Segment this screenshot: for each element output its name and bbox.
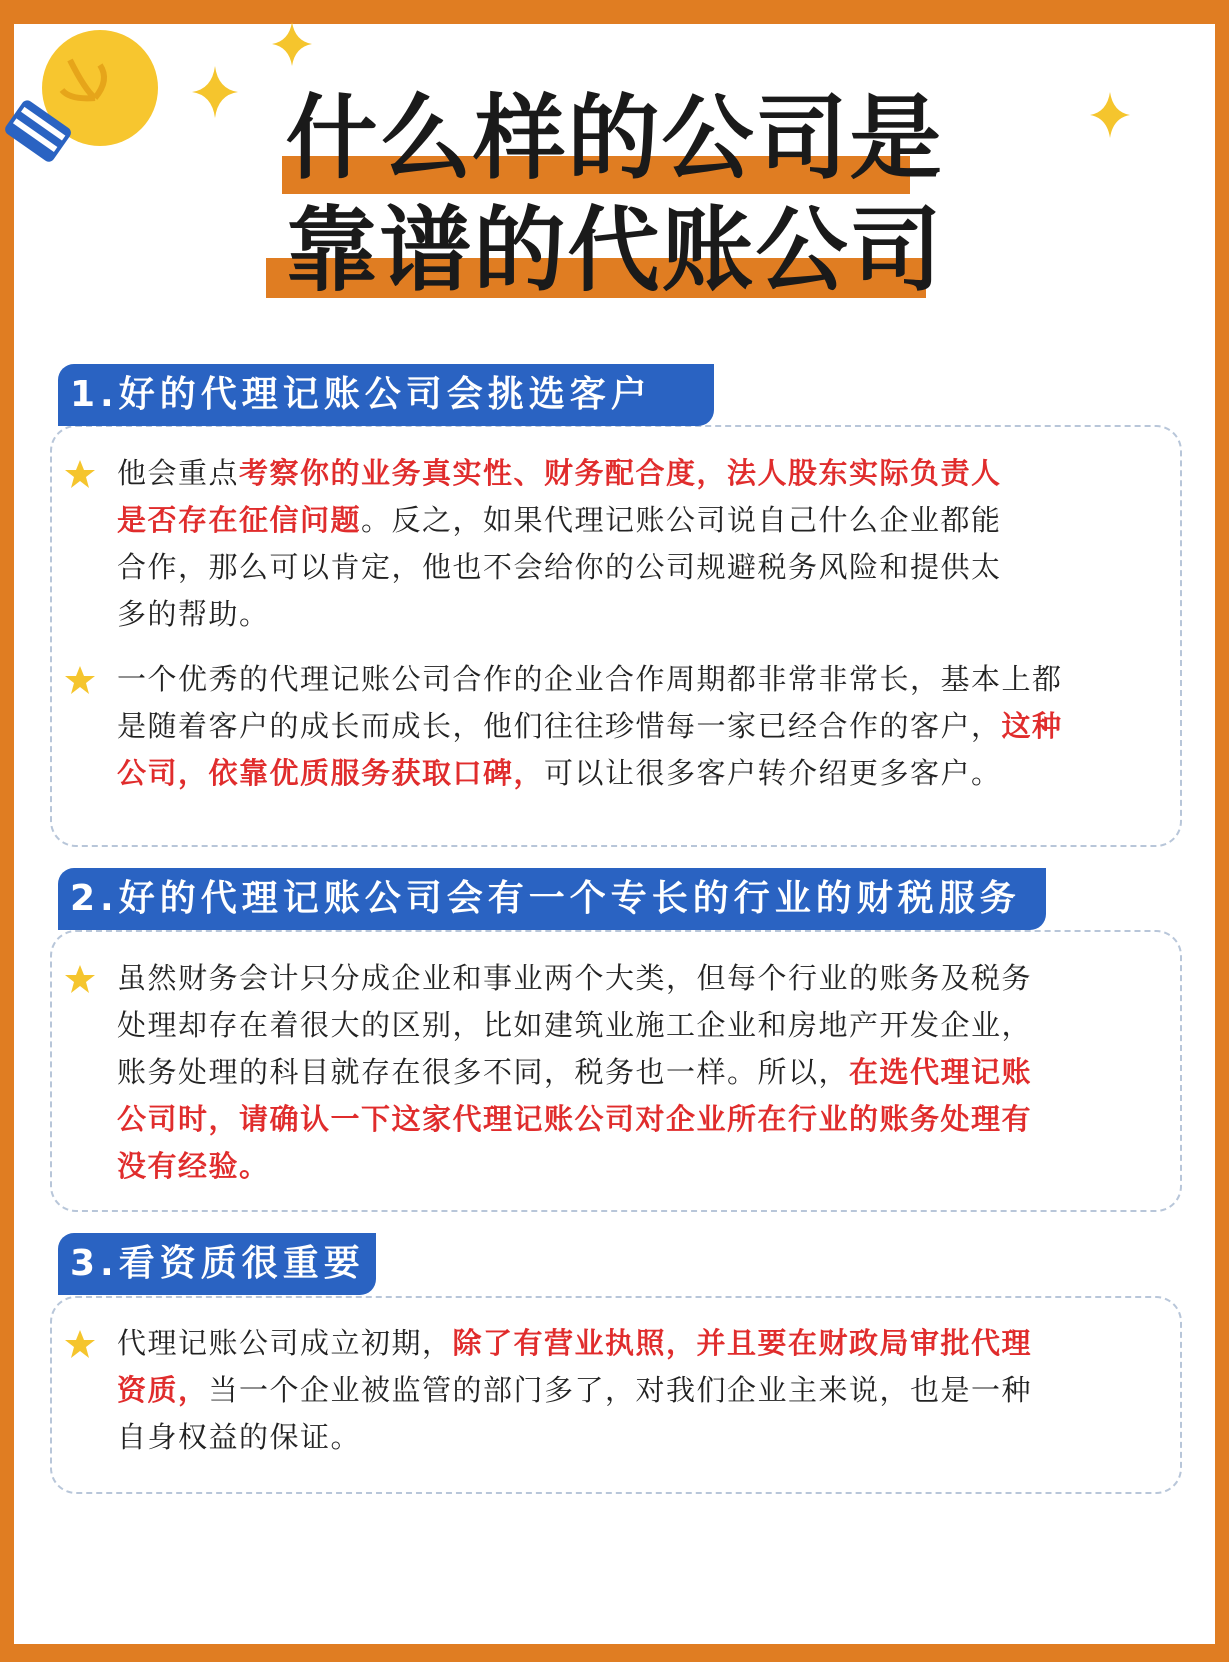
highlight-text: 是否存在征信问题	[117, 503, 362, 537]
paragraph-line	[117, 591, 1002, 638]
body-text: 自身权益的保证。	[117, 1420, 362, 1454]
body-text: 账务处理的科目就存在很多不同，税务也一样。所以，	[117, 1055, 850, 1089]
paragraph-line	[117, 497, 1002, 544]
body-text: 多的帮助。	[117, 597, 270, 631]
body-text: 一个优秀的代理记账公司合作的企业合作周期都非常非常长，基本上都	[117, 662, 1063, 696]
body-text: 他会重点	[117, 456, 240, 490]
paragraph-line	[117, 1143, 1032, 1190]
highlight-text: 没有经验。	[117, 1149, 270, 1183]
paragraph-line	[117, 1414, 1032, 1461]
paragraph-line	[117, 1049, 1032, 1096]
paragraph-line	[117, 544, 1002, 591]
paragraph-line	[117, 955, 1032, 1002]
section-heading: 2.好的代理记账公司会有一个专长的行业的财税服务	[58, 868, 1046, 930]
body-text: 代理记账公司成立初期，	[117, 1326, 453, 1360]
body-text: 。反之，如果代理记账公司说自己什么企业都能	[361, 503, 1002, 537]
paragraph	[117, 656, 1063, 797]
paragraph	[117, 1320, 1032, 1461]
paragraph-line	[117, 1096, 1032, 1143]
sparkle-icon	[272, 22, 312, 66]
body-text: 合作，那么可以肯定，他也不会给你的公司规避税务风险和提供太	[117, 550, 1002, 584]
body-text: 当一个企业被监管的部门多了，对我们企业主来说，也是一种	[208, 1373, 1033, 1407]
paragraph	[117, 450, 1002, 638]
paragraph-line	[117, 703, 1063, 750]
highlight-text: 这种	[1001, 709, 1063, 743]
paragraph	[117, 955, 1032, 1190]
paragraph-line	[117, 1367, 1032, 1414]
section-heading: 3.看资质很重要	[58, 1233, 376, 1295]
highlight-text: 除了有营业执照，并且要在财政局审批代理	[452, 1326, 1033, 1360]
highlight-text: 在选代理记账	[849, 1055, 1033, 1089]
star-icon	[64, 664, 96, 696]
star-icon	[64, 963, 96, 995]
body-text: 是随着客户的成长而成长，他们往往珍惜每一家已经合作的客户，	[117, 709, 1002, 743]
page-title-line1: 什么样的公司是	[285, 85, 944, 192]
paragraph-line	[117, 750, 1063, 797]
paragraph-line	[117, 656, 1063, 703]
highlight-text: 资质，	[117, 1373, 209, 1407]
highlight-text: 公司时，请确认一下这家代理记账公司对企业所在行业的账务处理有	[117, 1102, 1033, 1136]
section-heading: 1.好的代理记账公司会挑选客户	[58, 364, 714, 426]
body-text: 可以让很多客户转介绍更多客户。	[544, 756, 1002, 790]
paragraph-line	[117, 450, 1002, 497]
highlight-text: 公司，依靠优质服务获取口碑，	[117, 756, 545, 790]
body-text: 虽然财务会计只分成企业和事业两个大类，但每个行业的账务及税务	[117, 961, 1033, 995]
page-title-line2: 靠谱的代账公司	[285, 197, 944, 304]
paragraph-line	[117, 1002, 1032, 1049]
star-icon	[64, 1328, 96, 1360]
highlight-text: 考察你的业务真实性、财务配合度，法人股东实际负责人	[239, 456, 1002, 490]
paragraph-line	[117, 1320, 1032, 1367]
body-text: 处理却存在着很大的区别，比如建筑业施工企业和房地产开发企业，	[117, 1008, 1033, 1042]
star-icon	[64, 458, 96, 490]
